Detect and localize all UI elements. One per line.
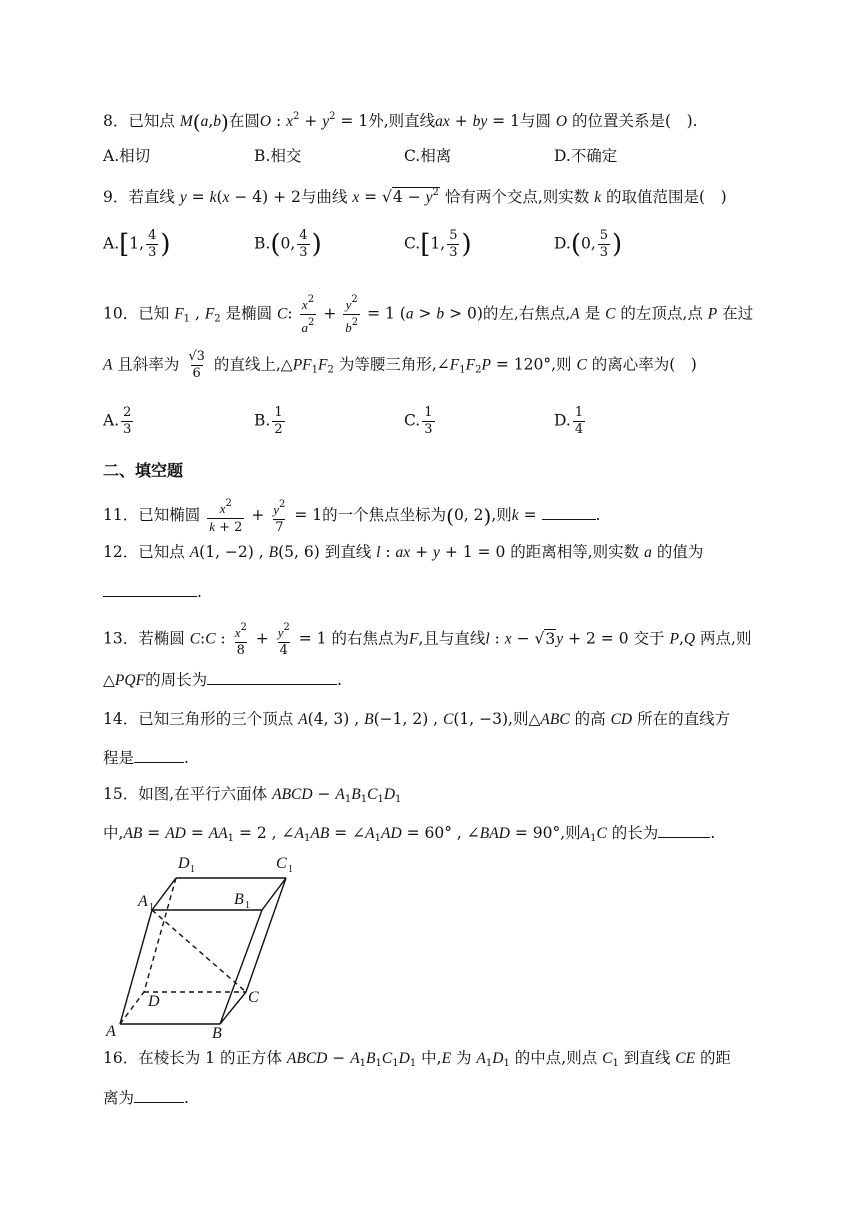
label-c1: C — [276, 855, 287, 872]
q10-option-d: D. $\frac{1}{4}$ — [554, 405, 584, 437]
question-16-line2: 离为 . — [103, 1086, 189, 1109]
parallelepiped-figure — [100, 852, 320, 1042]
q8-option-c: C.相离 — [404, 147, 452, 165]
label-d1: D — [178, 855, 190, 872]
svg-text:1: 1 — [149, 902, 154, 913]
q9-option-b: B.(0, $\frac{4}{3}$ ) — [254, 228, 322, 260]
question-12: 12．已知点 A(1, −2) , B(5, 6) 到直线 l : ax + y + 1 = 0 的距离相等,则实数 a 的值为 — [103, 543, 704, 561]
q9-option-a: A.[1, $\frac{4}{3}$ ) — [103, 228, 171, 260]
label-b: B — [212, 1025, 222, 1042]
svg-text:1: 1 — [288, 864, 293, 875]
q8-option-a: A.相切 — [103, 147, 151, 165]
question-16: 16．在棱长为 1 的正方体 ABCD − $A_1B_1C_1D_1$ 中,E 为 $A_1D_1$ 的中点,则点 $C_1$ 到直线 CE 的距 — [103, 1049, 732, 1069]
label-a: A — [106, 1023, 116, 1040]
question-15-line2: 中,AB = AD = $AA_1 = 2$ , $\angle A_1AB$ = $\angle A_1AD = 60^\circ$ , ∠BAD = 90°,则$A_1C$ 的长为 . — [103, 821, 715, 850]
question-14: 14．已知三角形的三个顶点 A(4, 3) , B(−1, 2) , C(1, −3),则△ABC 的高 CD 所在的直线方 — [103, 710, 731, 728]
q9-option-c: C.[1, $\frac{5}{3}$ ) — [404, 228, 472, 260]
question-number: 8． — [103, 112, 129, 130]
q10-option-a: A. $\frac{2}{3}$ — [103, 405, 132, 437]
label-d: D — [148, 993, 160, 1010]
label-a1: A — [138, 893, 148, 910]
q10-option-c: C. $\frac{1}{3}$ — [404, 405, 433, 437]
q10-option-b: B. $\frac{1}{2}$ — [254, 405, 283, 437]
question-10: 10．已知 $F_1$ , $F_2$ 是椭圆 C: $\frac{x^2}{a^2}$ + $\frac{y^2}{b^2}$ = 1 (a > b > 0)的左,右焦点,A 是 C 的左顶点,点 P 在过 — [103, 294, 754, 335]
question-14-line2: 程是 . — [103, 746, 189, 769]
section-heading: 二、填空题 — [103, 461, 184, 480]
question-9: 9．若直线 y = k(x − 4) + 2与曲线 $x = √4 - y^2$ 恰有两个交点,则实数 k 的取值范围是( ) — [103, 187, 727, 206]
q8-option-d: D.不确定 — [554, 147, 618, 165]
label-c: C — [248, 989, 259, 1006]
question-13-line2: △PQF的周长为 . — [103, 668, 342, 692]
q9-option-d: D.(0, $\frac{5}{3}$ ) — [554, 228, 623, 260]
svg-text:1: 1 — [190, 864, 195, 875]
question-11: 11．已知椭圆 $\frac{x^2}{k + 2}$ + $\frac{y^2}{7}$ = 1的一个焦点坐标为(0, 2),则k = . — [103, 498, 601, 535]
svg-text:1: 1 — [245, 900, 250, 911]
question-15: 15．如图,在平行六面体 ABCD − $A_1B_1C_1D_1$ — [103, 785, 402, 805]
question-13: 13．若椭圆 C:C : $\frac{x^2}{8}$ + $\frac{y^2}{4}$ = 1 的右焦点为F,且与直线l : x − √3y + 2 = 0 交于 P,Q 两点,则 — [103, 622, 752, 658]
question-12-line2: . — [103, 580, 202, 603]
question-8: 8．已知点 M(a,b)在圆O : $x^2 + y^2 = 1$外,则直线ax + by = 1与圆 O 的位置关系是( ). — [103, 110, 698, 134]
label-b1: B — [234, 891, 244, 908]
question-10-line2: A 且斜率为 $\frac{√3}{6}$ 的直线上$,\triangle PF_1F_2$ 为等腰三角形$,\angle F_1F_2P = 120^\circ$,则 C 的离心率为( ) — [103, 349, 697, 381]
q8-option-b: B.相交 — [254, 147, 302, 165]
